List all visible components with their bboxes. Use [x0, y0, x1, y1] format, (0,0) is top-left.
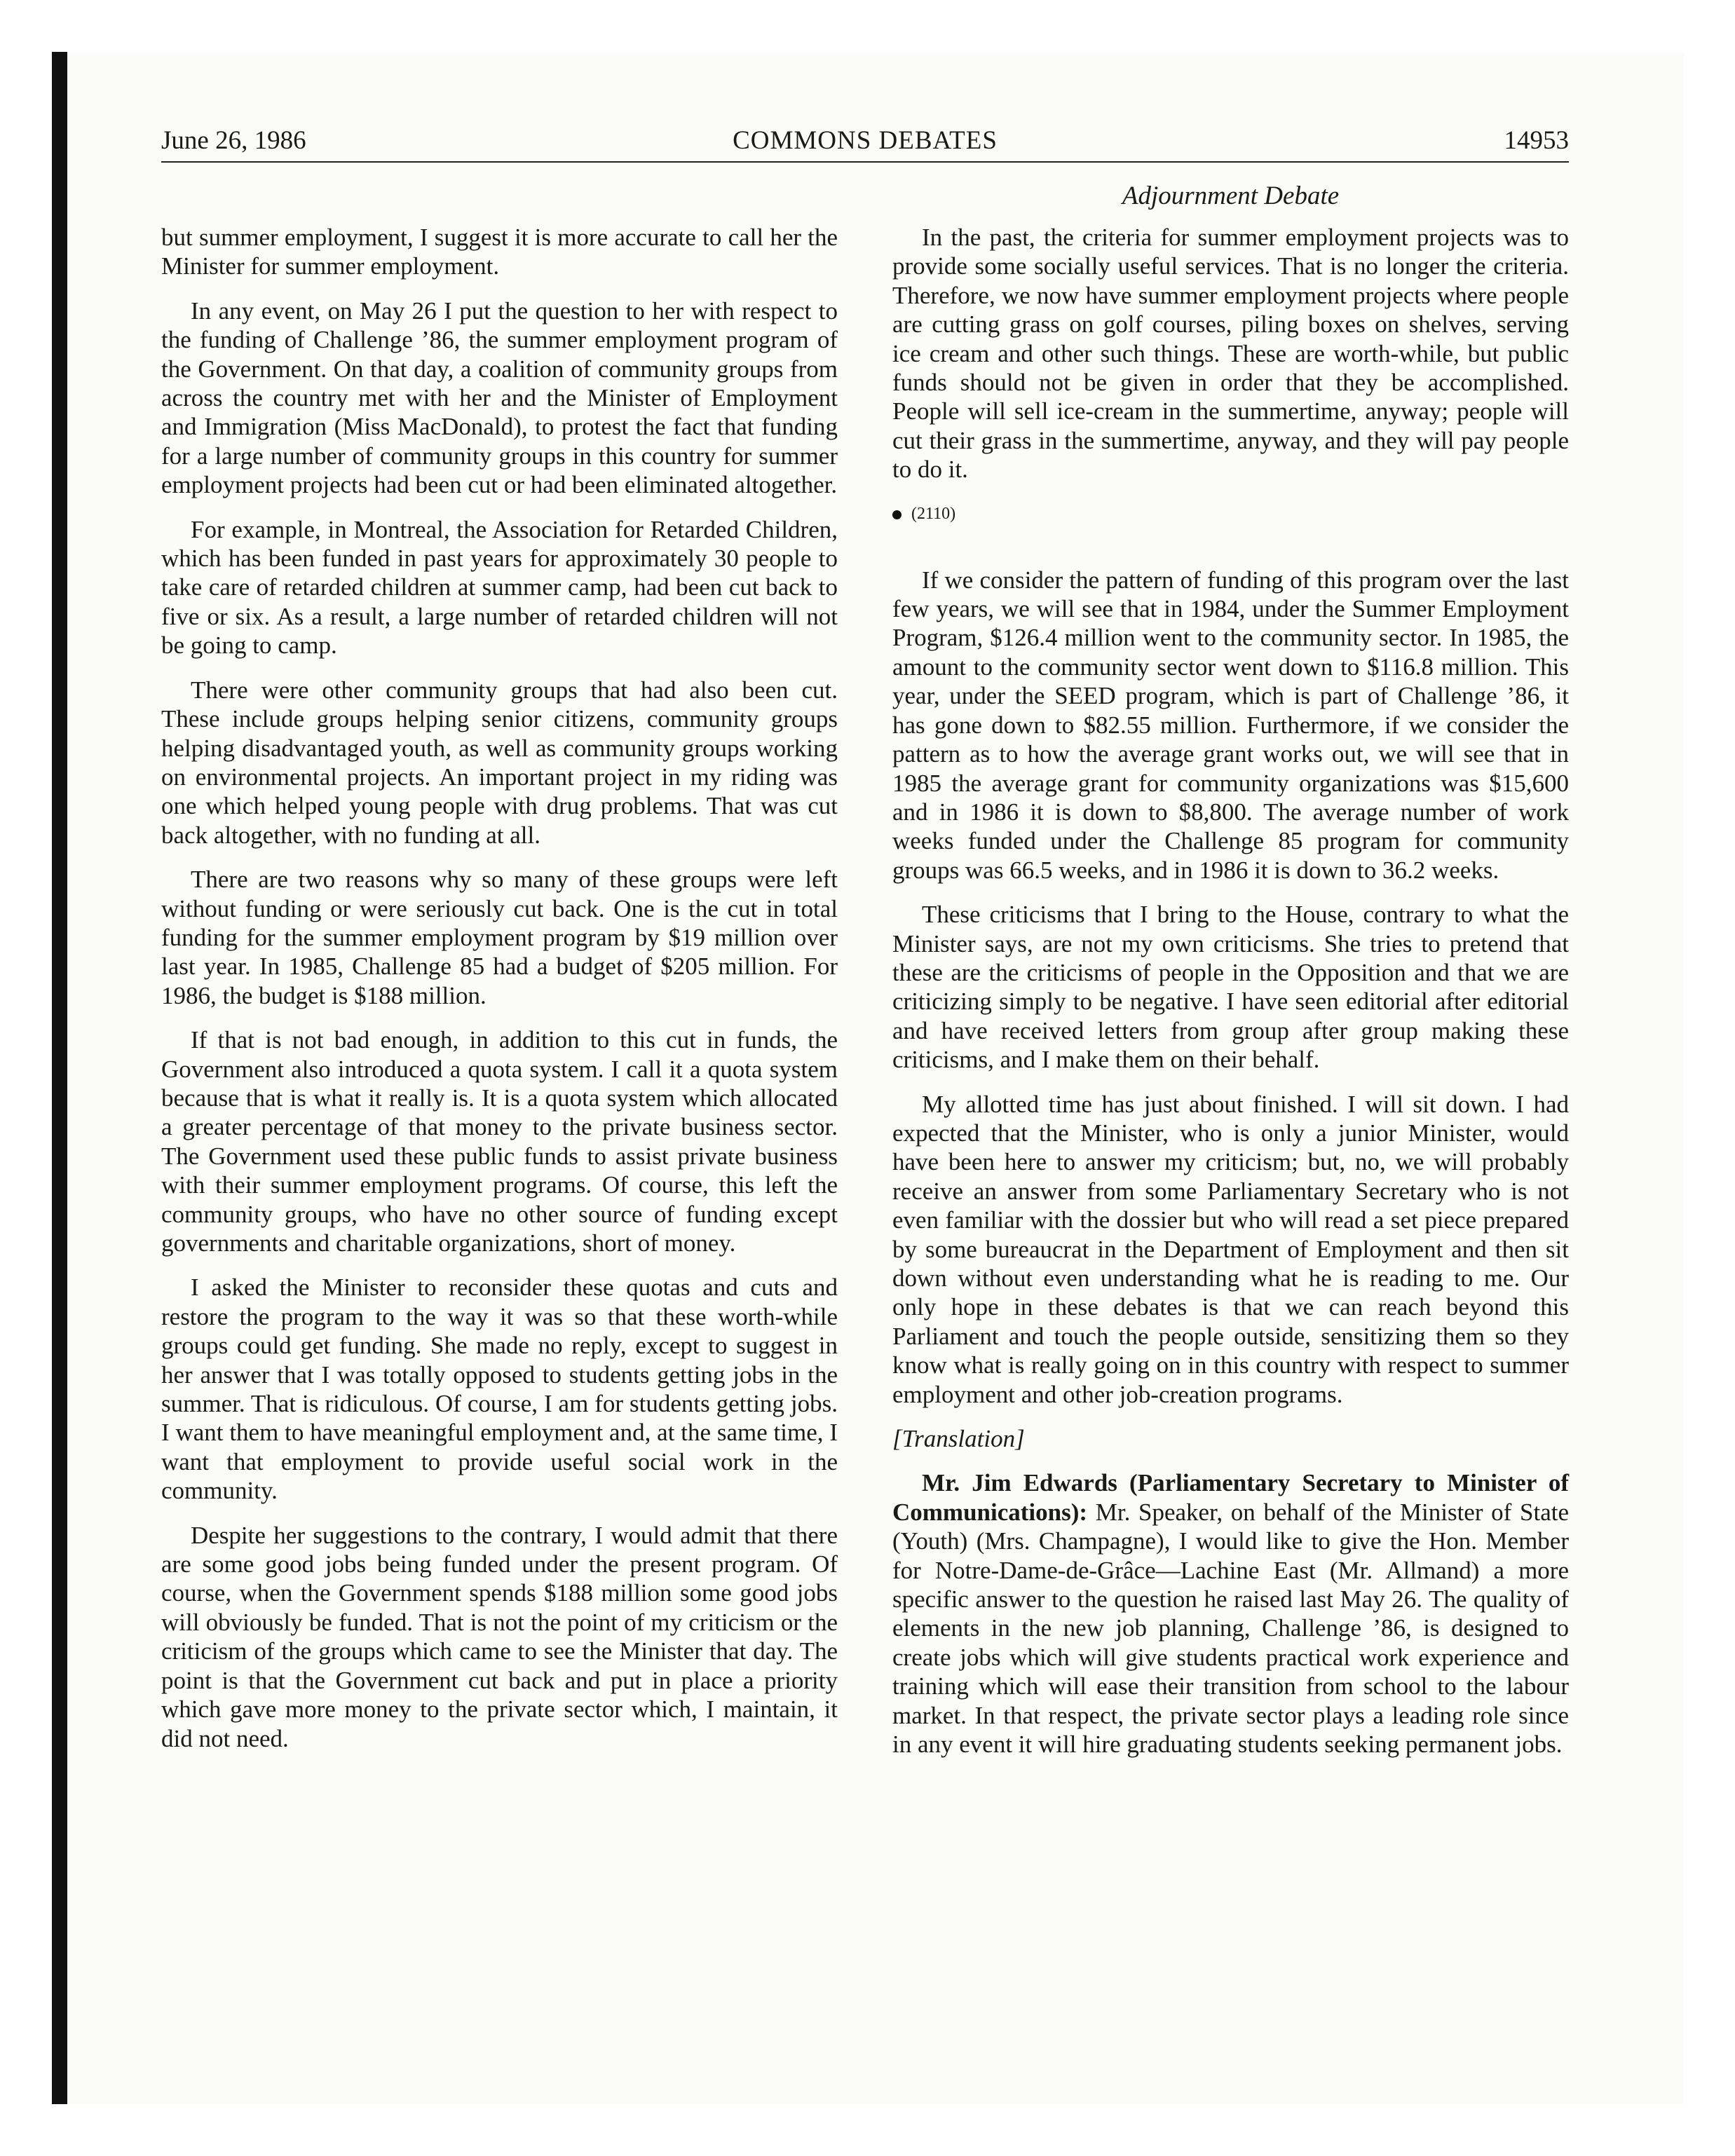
paragraph: If we consider the pattern of funding of this program over the last few years, we will see that in 1984, under the Summer Employment Program, $126.4 million went to the community sector. In 1985, the amount to the community sector went down to $116.8 million. This year, under the SEED program, which is part of Challenge ’86, it has gone down to $82.55 million. Furthermore, if we consider the pattern as to how the average grant works out, we will see that in 1985 the average grant for community organizations was $15,600 and in 1986 it is down to $8,800. The average number of work weeks funded under the Challenge 85 program for community groups was 66.5 weeks, and in 1986 it is down to 36.2 weeks. [892, 566, 1569, 884]
paragraph: Despite her suggestions to the contrary, I would admit that there are some good jobs being funded under the present program. Of course, when the Government spends $188 million some good jobs will obviously be funded. That is not the point of my criticism or the criticism of the groups which came to see the Minister that day. The point is that the Government cut back and put in place a priority which gave more money to the private sector which, I maintain, it did not need. [161, 1521, 838, 1752]
paragraph: These criticisms that I bring to the House, contrary to what the Minister says, are not my own criticisms. She tries to pretend that these are the criticisms of people in the Opposition and that we are criticizing simply to be negative. I have seen editorial after editorial and have received letters from group after group making these criticisms, and I make them on their behalf. [892, 901, 1569, 1074]
speaker-name: Mr. Jim Edwards (Parliamentary Secretary to Minister of Communications): [892, 1469, 1569, 1526]
scan-edge [52, 52, 67, 2104]
paragraph: There are two reasons why so many of these groups were left without funding or were seriously cut back. One is the cut in total funding for the summer employment program by $19 million over last year. In 1985, Challenge 85 had a budget of $205 million. For 1986, the budget is $188 million. [161, 866, 838, 1009]
running-head [161, 122, 1569, 160]
paragraph: In the past, the criteria for summer employment projects was to provide some socially useful services. That is no longer the criteria. Therefore, we now have summer employment projects where people are cutting grass on golf courses, piling boxes on shelves, serving ice cream and other such things. These are worth-while, but public funds should not be given in order that they be accomplished. People will sell ice-cream in the summertime, anyway; people will cut their grass in the summertime, anyway, and they will pay people to do it. [892, 224, 1569, 484]
header-date: June 26, 1986 [161, 126, 306, 155]
section-title: Adjournment Debate [1122, 182, 1340, 210]
time-marker-text: (2110) [911, 504, 956, 523]
paragraph: but summer employment, I suggest it is more accurate to call her the Minister for summer employment. [161, 224, 838, 280]
header-page-number: 14953 [1504, 126, 1569, 155]
paragraph: In any event, on May 26 I put the question to her with respect to the funding of Challenge ’86, the summer employment program of the Government. On that day, a coalition of community groups from across the country met with her and the Minister of Employment and Immigration (Miss MacDonald), to protest the fact that funding for a large number of community groups in this country for summer employment projects had been cut or had been eliminated altogether. [161, 296, 838, 499]
paragraph: I asked the Minister to reconsider these quotas and cuts and restore the program to the way it was so that these worth-while groups could get funding. She made no reply, except to suggest in her answer that I was totally opposed to students getting jobs in the summer. That is ridiculous. Of course, I am for students getting jobs. I want them to have meaningful employment and, at the same time, I want that employment to provide useful social work in the community. [161, 1274, 838, 1505]
bullet-icon [892, 510, 901, 519]
speaker-text: Mr. Speaker, on behalf of the Minister of State (Youth) (Mrs. Champagne), I would like to give the Hon. Member for Notre-Dame-de-Grâce—Lachine East (Mr. Allmand) a more specific answer to the question he raised last May 26. The quality of elements in the new job planning, Challenge ’86, is designed to create jobs which will give students practical work experience and training which will ease their transition from school to the labour market. In that respect, the private sector plays a leading role since in any event it will hire graduating students seeking permanent jobs. [892, 1498, 1569, 1759]
header-rule [161, 161, 1569, 163]
paragraph: For example, in Montreal, the Association for Retarded Children, which has been funded in past years for approximately 30 people to take care of retarded children at summer camp, had been cut back to five or six. As a result, a large number of retarded children will not be going to camp. [161, 515, 838, 660]
right-column [892, 223, 1569, 1775]
paragraph: My allotted time has just about finished. I will sit down. I had expected that the Minister, who is only a junior Minister, would have been here to answer my criticism; but, no, we will probably receive an answer from some Parliamentary Secretary who is not even familiar with the dossier but who will read a set piece prepared by some bureaucrat in the Department of Employment and then sit down without even understanding what he is reading to me. Our only hope in these debates is that we can reach beyond this Parliament and touch the people outside, sensitizing them so they know what is really going on in this country with respect to summer employment and other job-creation programs. [892, 1090, 1569, 1408]
time-marker [892, 500, 1569, 528]
left-column [161, 223, 838, 1768]
translation-tag: [Translation] [892, 1425, 1025, 1453]
paragraph: There were other community groups that had also been cut. These include groups helping senior citizens, community groups helping disadvantaged youth, as well as community groups working on environmental projects. An important project in my riding was one which helped young people with drug problems. That was cut back altogether, with no funding at all. [161, 676, 838, 849]
speaker-paragraph [892, 1468, 1569, 1759]
header-publication: COMMONS DEBATES [733, 126, 998, 155]
paragraph: If that is not bad enough, in addition to this cut in funds, the Government also introduced a quota system. I call it a quota system because that is what it really is. It is a quota system which allocated a greater percentage of that money to the private business sector. The Government used these public funds to assist private business with their summer employment programs. Of course, this left the community groups, who have no other source of funding except governments and charitable organizations, short of money. [161, 1026, 838, 1257]
